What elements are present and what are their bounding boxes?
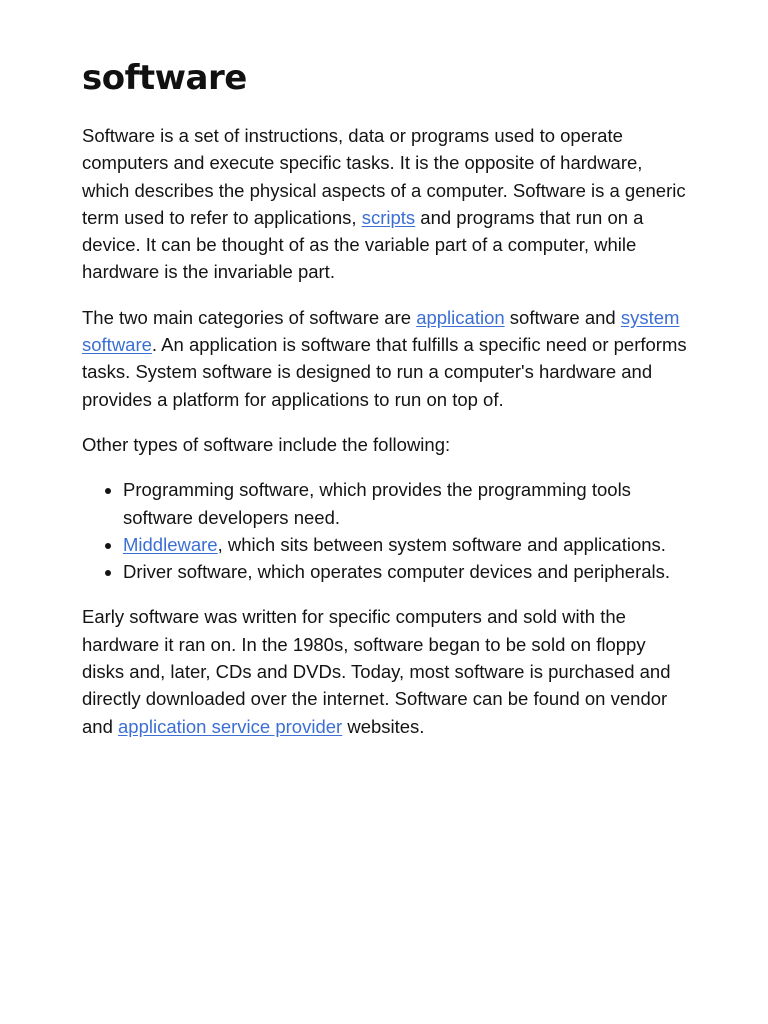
paragraph-categories-text-end: . An application is software that fulfills a specific need or performs tasks. System software is designed to run a computer's hardware and provides a platform for applications to run on top of. — [82, 334, 687, 410]
paragraph-categories — [82, 304, 692, 413]
application-service-provider-link[interactable]: application service provider — [118, 715, 343, 737]
paragraph-intro-text-end: and programs that run on a device. It can be thought of as the variable part of a computer, while hardware is the invariable part. — [82, 206, 644, 283]
article — [82, 52, 692, 758]
application-link[interactable]: application — [416, 306, 505, 328]
paragraph-history-text: Early software was written for specific computers and sold with the hardware it ran on. In the 1980s, software began to be sold on floppy disks and, later, CDs and DVDs. Today, most software is purchased and directly downloaded over the internet. Software can be found on vendor and — [82, 606, 671, 737]
list-item-driver: • Driver software, which operates computer devices and peripherals. — [123, 558, 692, 585]
paragraph-other-types: Other types of software include the following: — [82, 433, 451, 455]
list-item-middleware — [123, 531, 692, 558]
system-software-link[interactable]: system software — [82, 306, 680, 356]
list-item-programming: • Programming software, which provides the programming tools software developers need. — [123, 476, 692, 531]
paragraph-history — [82, 603, 692, 739]
paragraph-history-text-end: websites. — [342, 715, 425, 737]
page-title: software — [82, 58, 247, 98]
scripts-link[interactable]: scripts — [361, 206, 416, 228]
paragraph-intro — [82, 122, 692, 286]
middleware-link[interactable]: Middleware — [123, 533, 218, 555]
paragraph-categories-text: The two main categories of software are — [82, 306, 417, 328]
list-item-middleware-text: , which sits between system software and applications. — [217, 533, 666, 555]
software-types-list — [82, 476, 692, 585]
paragraph-categories-text-mid: software and — [504, 306, 621, 328]
paragraph-intro-text: Software is a set of instructions, data or programs used to operate computers and execute specific tasks. It is the opposite of hardware, which describes the physical aspects of a computer. Software is a generic term used to refer to applications, — [82, 125, 686, 228]
